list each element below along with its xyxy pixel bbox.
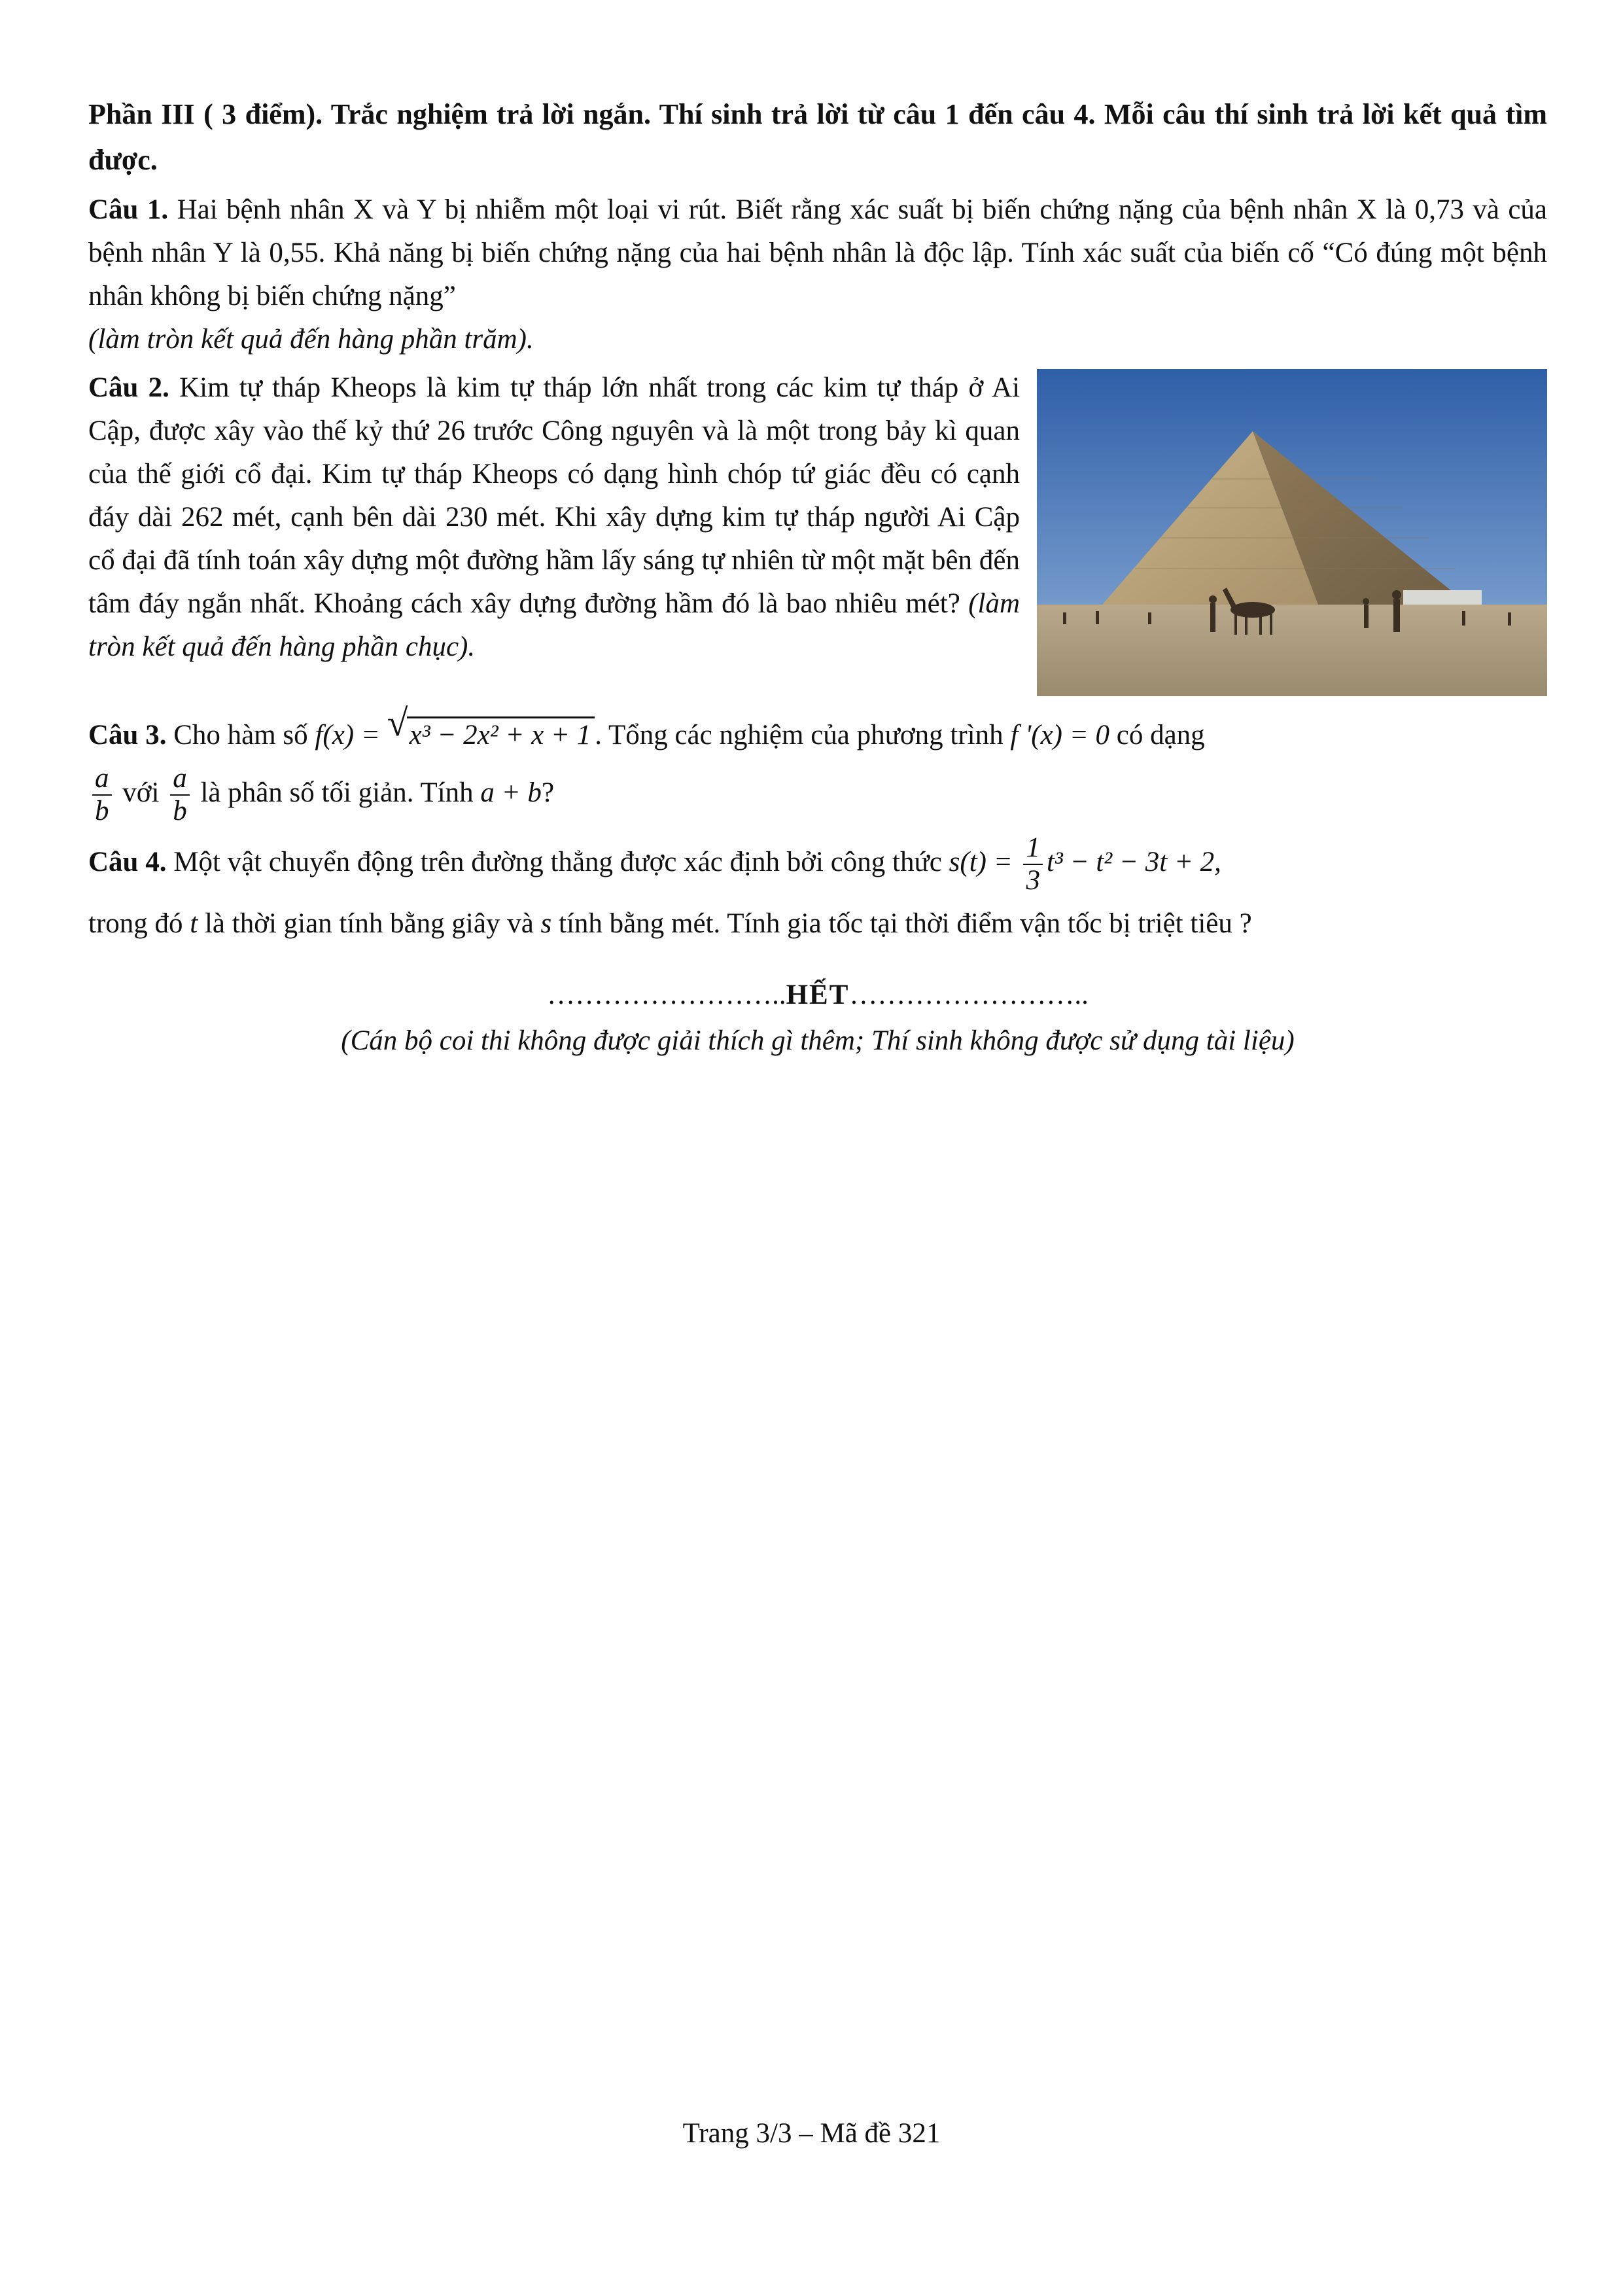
fraction-numerator: 1	[1023, 832, 1043, 865]
question-3-text4: là phân số tối giản. Tính	[200, 777, 474, 808]
fraction-denominator: b	[95, 796, 109, 826]
question-3-with: với	[122, 777, 160, 808]
fraction-numerator: a	[92, 763, 112, 796]
end-dots-left: ……………………..	[547, 980, 786, 1010]
question-4-text4: tính bằng mét. Tính gia tốc tại thời điểm vận tốc bị triệt tiêu ?	[559, 908, 1252, 939]
position-formula-rhs: t³ − t² − 3t + 2,	[1046, 846, 1221, 877]
question-1-text: Hai bệnh nhân X và Y bị nhiễm một loại vi rút. Biết rằng xác suất bị biến chứng nặng của bệnh nhân X là 0,73 và của bệnh nhân Y là 0,55. Khả năng bị biến chứng nặng của hai bệnh nhân là độc lập. Tính xác suất của biến cố “Có đúng một bệnh nhân không bị biến chứng nặng”	[88, 194, 1548, 311]
fraction-a-over-b-2	[170, 763, 190, 827]
fraction-one-third	[1023, 832, 1043, 896]
question-4-text2: trong đó	[88, 908, 183, 939]
end-marker	[88, 974, 1547, 1017]
question-1	[88, 188, 1547, 361]
end-label: HẾT	[786, 980, 850, 1010]
fraction-numerator: a	[170, 763, 190, 796]
radicand: x³ − 2x² + x + 1	[407, 716, 595, 751]
fraction-denominator: b	[173, 796, 187, 826]
question-2-note: (làm tròn kết quả đến hàng phần chục).	[88, 588, 1021, 662]
question-4-label: Câu 4.	[88, 846, 167, 877]
variable-t: t	[190, 908, 198, 939]
square-root-expression	[387, 701, 595, 763]
fraction-denominator: 3	[1026, 865, 1040, 896]
page-footer: Trang 3/3 – Mã đề 321	[682, 2118, 941, 2149]
question-4-text3: là thời gian tính bằng giây và	[204, 908, 534, 939]
question-1-note: (làm tròn kết quả đến hàng phần trăm).	[88, 324, 534, 355]
question-1-label: Câu 1.	[88, 194, 169, 225]
question-3-period: .	[595, 720, 602, 751]
question-4-text1: Một vật chuyển động trên đường thẳng được xác định bởi công thức	[173, 846, 942, 877]
question-4	[88, 832, 1547, 951]
radical-sign-icon: √	[387, 701, 408, 744]
exam-content	[88, 92, 1547, 1063]
proctor-note: (Cán bộ coi thi không được giải thích gì thêm; Thí sinh không được sử dụng tài liệu)	[341, 1025, 1295, 1056]
variable-s: s	[540, 908, 552, 939]
question-3-label: Câu 3.	[88, 720, 167, 751]
derivative-equation: f '(x) = 0	[1010, 720, 1110, 751]
part-heading: Phần III ( 3 điểm). Trắc nghiệm trả lời ngắn. Thí sinh trả lời từ câu 1 đến câu 4. Mỗi câu thí sinh trả lời kết quả tìm được.	[88, 98, 1547, 176]
question-3-text3: có dạng	[1116, 720, 1205, 751]
question-3	[88, 701, 1547, 827]
question-3-text2: Tổng các nghiệm của phương trình	[608, 720, 1003, 751]
question-2-text: Kim tự tháp Kheops là kim tự tháp lớn nhất trong các kim tự tháp ở Ai Cập, được xây vào thế kỷ thứ 26 trước Công nguyên và là một trong bảy kì quan của thế giới cổ đại. Kim tự tháp Kheops có dạng hình chóp tứ giác đều có cạnh đáy dài 262 mét, cạnh bên dài 230 mét. Khi xây dựng kim tự tháp người Ai Cập cổ đại đã tính toán xây dựng một đường hầm lấy sáng tự nhiên từ một mặt bên đến tâm đáy ngắn nhất. Khoảng cách xây dựng đường hầm đó là bao nhiêu mét?	[88, 372, 1021, 619]
question-3-intro: Cho hàm số	[173, 720, 308, 751]
function-lhs: f(x) =	[315, 720, 380, 751]
question-2	[88, 366, 1547, 703]
end-dots-right: ……………………..	[849, 980, 1089, 1010]
fraction-a-over-b	[92, 763, 112, 827]
question-3-qmark: ?	[541, 777, 555, 808]
pyramid-photo	[1037, 369, 1547, 696]
question-2-label: Câu 2.	[88, 372, 169, 403]
question-3-ask: a + b	[480, 777, 542, 808]
position-formula-lhs: s(t) =	[949, 846, 1013, 877]
